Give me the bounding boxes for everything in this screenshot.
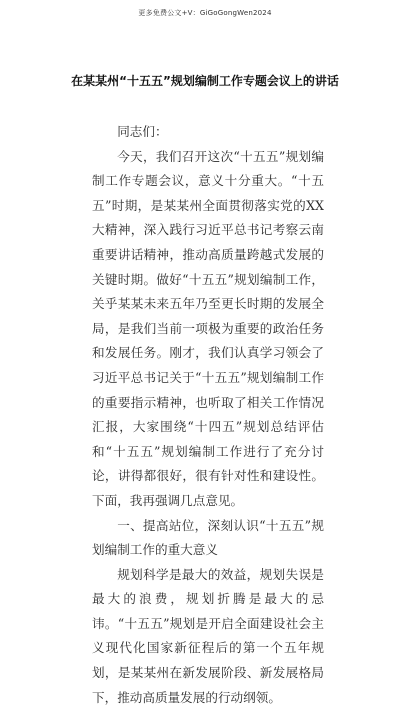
salutation: 同志们： xyxy=(117,124,168,139)
paragraph-section-one: 规划科学是最大的效益，规划失误是最大的浪费，规划折腾是最大的忌讳。“十五五”规划是开启全面建设社会主义现代化国家新征程后的第一个五年规划，是某某州在新发展阶段、新发展格局下，推动高质量发展的行动纲领。 xyxy=(92,566,324,705)
paragraph-opening: 今天，我们召开这次“十五五”规划编制工作专题会议，意义十分重大。“十五五”时期，是某某州全面贯彻落实党的XX大精神，深入践行习近平总书记考察云南重要讲话精神，推动高质量跨越式发展的关键时期。做好“十五五”规划编制工作，关乎某某未来五年乃至更长时期的发展全局，是我们当前一项极为重要的政治任务和发展任务。刚才，我们认真学习领会了习近平总书记关于“十五五”规划编制工作的重要指示精神，也听取了相关工作情况汇报，大家围绕“十四五”规划总结评估和“十五五”规划编制工作进行了充分讨论，讲得都很好，很有针对性和建设性。下面，我再强调几点意见。 xyxy=(92,148,324,508)
document-body xyxy=(92,120,324,710)
section-heading: 一、提高站位，深刻认识“十五五”规划编制工作的重大意义 xyxy=(92,517,324,558)
document-title: 在某某州“十五五”规划编制工作专题会议上的讲话 xyxy=(71,74,339,88)
header-note: 更多免费公文+V：GiGoGongWen2024 xyxy=(138,9,272,17)
